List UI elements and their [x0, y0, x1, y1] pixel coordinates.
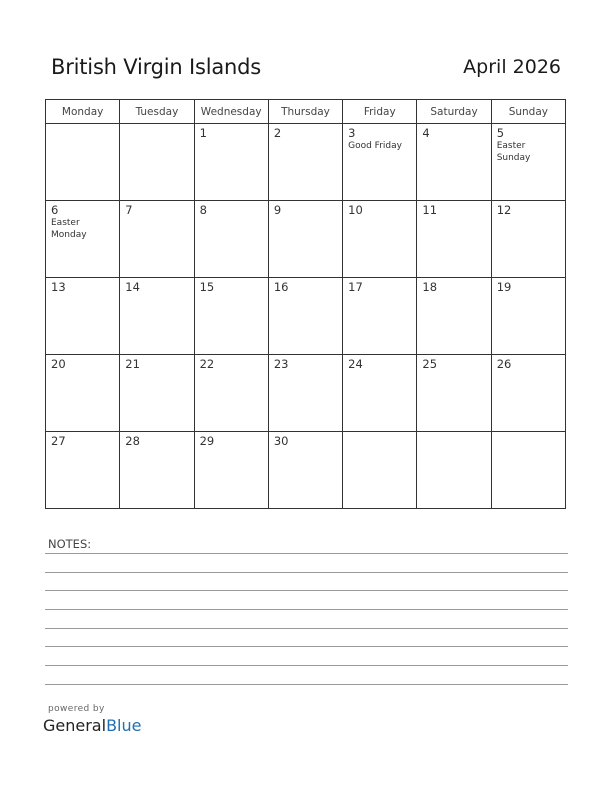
day-cell — [268, 355, 342, 432]
day-number: 20 — [51, 357, 66, 371]
day-number: 25 — [422, 357, 438, 371]
note-line — [45, 646, 568, 647]
day-number: 27 — [51, 434, 66, 448]
note-line — [45, 590, 568, 591]
day-number: 11 — [422, 203, 438, 217]
week-row — [46, 201, 566, 278]
day-cell — [417, 432, 491, 509]
day-cell — [194, 355, 268, 432]
day-number: 8 — [199, 203, 207, 217]
note-line — [45, 553, 568, 554]
day-cell — [268, 201, 342, 278]
day-cell — [491, 355, 565, 432]
notes-label: NOTES: — [48, 537, 92, 551]
day-cell — [343, 201, 417, 278]
day-cell — [194, 124, 268, 201]
week-row — [46, 278, 566, 355]
day-cell — [417, 124, 491, 201]
day-number: 14 — [125, 280, 140, 294]
note-line — [45, 665, 568, 666]
day-number: 18 — [422, 280, 438, 294]
day-cell — [417, 201, 491, 278]
day-number: 30 — [273, 434, 289, 448]
day-number: 15 — [199, 280, 215, 294]
day-number: 2 — [273, 126, 282, 140]
day-cell — [46, 124, 120, 201]
note-line — [45, 628, 568, 629]
day-cell — [491, 278, 565, 355]
day-cell — [491, 124, 565, 201]
day-cell — [120, 124, 194, 201]
day-number: 9 — [273, 203, 282, 217]
day-number: 29 — [199, 434, 215, 448]
note-line — [45, 609, 568, 610]
day-cell — [343, 124, 417, 201]
day-cell — [491, 432, 565, 509]
day-cell — [194, 432, 268, 509]
week-row — [46, 124, 566, 201]
week-row — [46, 432, 566, 509]
brand-blue: Blue — [106, 716, 142, 735]
day-cell — [46, 432, 120, 509]
note-line — [45, 684, 568, 685]
day-number: 28 — [125, 434, 140, 448]
day-cell — [268, 124, 342, 201]
day-cell — [194, 278, 268, 355]
weekday-friday: Friday — [343, 100, 417, 124]
weekday-sunday: Sunday — [491, 100, 565, 124]
day-cell — [46, 278, 120, 355]
weekday-wednesday: Wednesday — [194, 100, 268, 124]
day-cell — [268, 432, 342, 509]
day-number: 12 — [496, 203, 512, 217]
day-cell — [343, 355, 417, 432]
month-label: April 2026 — [463, 56, 561, 78]
day-number: 23 — [273, 357, 289, 371]
day-cell — [194, 201, 268, 278]
day-number: 7 — [125, 203, 133, 217]
weekday-thursday: Thursday — [268, 100, 342, 124]
day-cell — [120, 355, 194, 432]
day-number: 17 — [348, 280, 363, 294]
day-number: 10 — [348, 203, 363, 217]
day-number: 21 — [125, 357, 140, 371]
day-cell — [46, 201, 120, 278]
day-number: 5 — [496, 126, 505, 140]
calendar-grid — [45, 99, 566, 509]
day-cell — [343, 432, 417, 509]
brand-general: General — [43, 716, 107, 735]
holiday-label: Easter Monday — [51, 218, 87, 240]
day-cell — [268, 278, 342, 355]
day-cell — [417, 355, 491, 432]
day-cell — [417, 278, 491, 355]
day-number: 22 — [199, 357, 215, 371]
day-cell — [120, 201, 194, 278]
holiday-label: Easter Sunday — [496, 141, 531, 163]
day-cell — [46, 355, 120, 432]
day-cell — [120, 432, 194, 509]
weekday-monday: Monday — [46, 100, 120, 124]
brand-logo[interactable] — [43, 716, 141, 735]
day-number: 24 — [348, 357, 363, 371]
day-number: 19 — [496, 280, 512, 294]
day-number: 1 — [199, 126, 207, 140]
day-number: 6 — [51, 203, 59, 217]
week-row — [46, 355, 566, 432]
day-cell — [120, 278, 194, 355]
note-line — [45, 572, 568, 573]
day-cell — [491, 201, 565, 278]
holiday-label: Good Friday — [348, 141, 402, 151]
day-number: 4 — [422, 126, 430, 140]
day-number: 3 — [348, 126, 356, 140]
day-cell — [343, 278, 417, 355]
day-number: 13 — [51, 280, 66, 294]
day-number: 16 — [273, 280, 289, 294]
day-number: 26 — [496, 357, 512, 371]
page-title: British Virgin Islands — [51, 55, 262, 79]
powered-by-text: powered by — [48, 704, 105, 714]
weekday-saturday: Saturday — [417, 100, 491, 124]
weekday-header-row — [46, 100, 566, 124]
weekday-tuesday: Tuesday — [120, 100, 194, 124]
